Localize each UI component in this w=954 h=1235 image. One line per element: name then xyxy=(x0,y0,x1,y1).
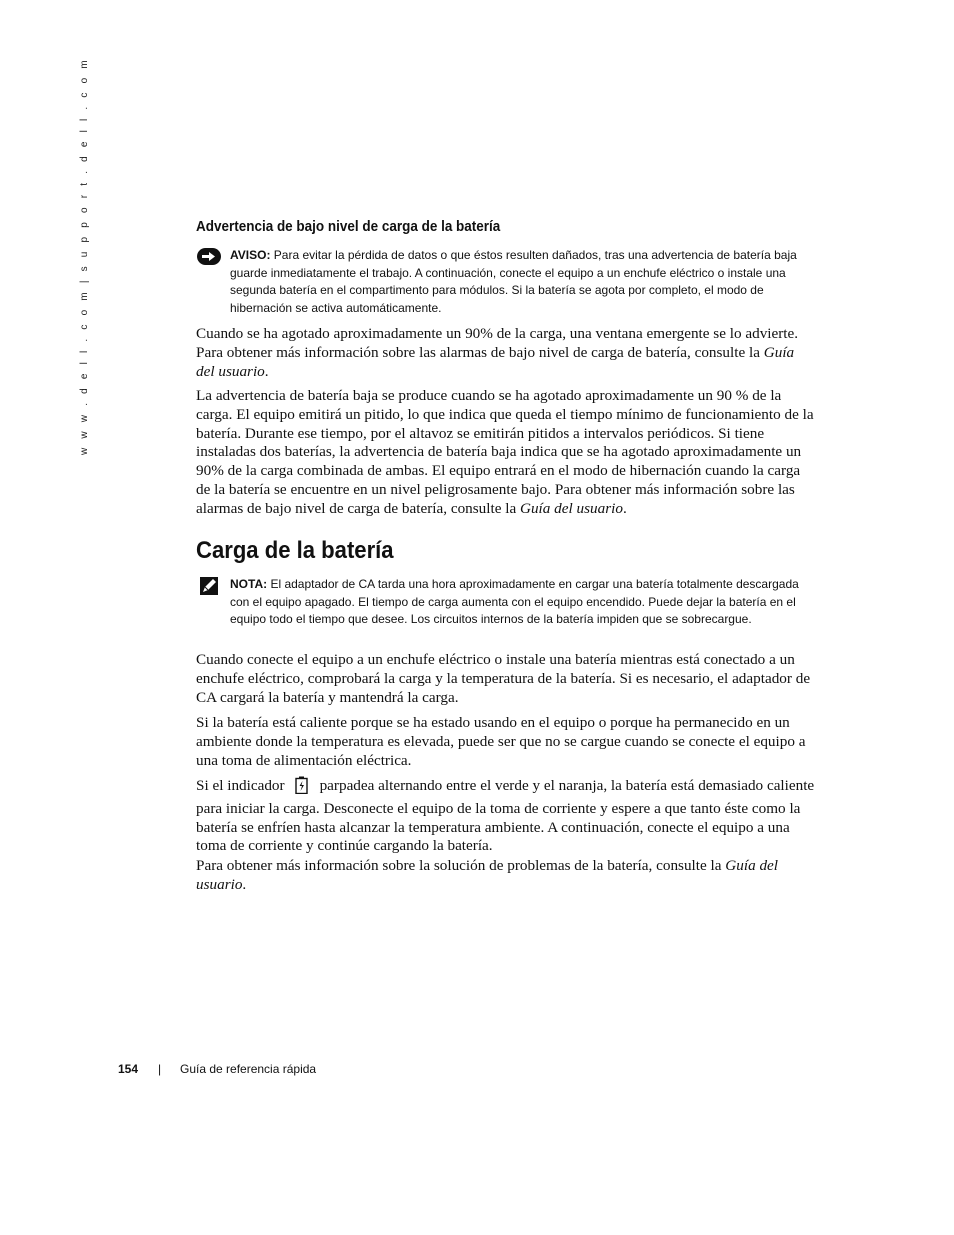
battery-charge-icon xyxy=(295,776,308,800)
section-heading-low-battery: Advertencia de bajo nivel de carga de la batería xyxy=(196,219,501,235)
footer-separator: | xyxy=(158,1062,162,1076)
notice-text xyxy=(230,247,816,317)
page-number: 154 xyxy=(118,1062,139,1076)
paragraph xyxy=(196,857,816,895)
guide-reference: Guía del usuario xyxy=(196,343,795,380)
paragraph-end: . xyxy=(622,499,627,517)
paragraph-text: Si el indicador xyxy=(196,777,285,794)
sidebar-url: w w w . d e l l . c o m | s u p p o r t . d e l l . c o m xyxy=(79,57,90,455)
notice-block xyxy=(196,247,816,317)
paragraph-text: La advertencia de batería baja se produce cuando se ha agotado aproximadamente un 90 % de la carga. El equipo emitirá un pitido, lo que indica que queda el tiempo mínimo de funcionamiento de la batería. Durante ese tiempo, por el altavoz se emitirán pitidos a intervalos periódicos. Si tiene instaladas dos baterías, la advertencia de batería baja indica que se ha agotado aproximadamente un 90% de la carga combinada de ambas. El equipo entrará en el modo de hibernación cuando la carga de la batería se encuentre en un nivel peligrosamente bajo. Para obtener más información sobre las alarmas de bajo nivel de carga de batería, consulte la xyxy=(196,387,814,517)
section-heading-battery-charge: Carga de la batería xyxy=(196,537,394,564)
paragraph-end: . xyxy=(264,362,269,380)
footer-title: Guía de referencia rápida xyxy=(180,1062,317,1076)
note-body: El adaptador de CA tarda una hora aproximadamente en cargar una batería totalmente descargada con el equipo apagado. El tiempo de carga aumenta con el equipo encendido. Puede dejar la batería en el equipo todo el tiempo que desee. Los circuitos internos de la batería impiden que se sobrecargue. xyxy=(230,577,799,626)
paragraph xyxy=(196,325,816,381)
guide-reference: Guía del usuario xyxy=(196,857,779,893)
note-label: NOTA: xyxy=(230,577,268,591)
paragraph xyxy=(196,387,816,519)
page-footer xyxy=(118,1062,317,1076)
notice-icon xyxy=(196,247,222,267)
note-text xyxy=(230,576,816,629)
paragraph-text: Cuando se ha agotado aproximadamente un 90% de la carga, una ventana emergente se lo advierte. Para obtener más información sobre las alarmas de bajo nivel de carga de batería, consulte la xyxy=(196,325,799,361)
paragraph-text: Para obtener más información sobre la solución de problemas de la batería, consulte la xyxy=(196,857,726,874)
notice-body: Para evitar la pérdida de datos o que éstos resulten dañados, tras una advertencia de batería baja guarde inmediatamente el trabajo. A continuación, conecte el equipo a un enchufe eléctrico o instale una segunda batería en el compartimento para módulos. Si la batería se agota por completo, el modo de hibernación se activa automáticamente. xyxy=(230,248,797,315)
paragraph: Si la batería está caliente porque se ha estado usando en el equipo o porque ha permanecido en un ambiente donde la temperatura es elevada, puede ser que no se cargue cuando se conecte el equipo a una toma de alimentación eléctrica. xyxy=(196,714,806,769)
paragraph-text: parpadea alternando entre el verde y el naranja, la batería está demasiado caliente para iniciar la carga. Desconecte el equipo de la toma de corriente y espere a que tanto éste como la batería se enfríen hasta alcanzar la temperatura ambiente. A continuación, conecte el equipo a una toma de corriente y continúe cargando la batería. xyxy=(196,777,815,855)
notice-label: AVISO: xyxy=(230,248,271,262)
paragraph xyxy=(196,776,816,856)
guide-reference: Guía del usuario xyxy=(520,499,623,517)
paragraph-end: . xyxy=(242,875,247,893)
note-block xyxy=(196,576,816,629)
paragraph: Cuando conecte el equipo a un enchufe eléctrico o instale una batería mientras está conectado a un enchufe eléctrico, comprobará la carga y la temperatura de la batería. Si es necesario, el adaptador de CA cargará la batería y mantendrá la carga. xyxy=(196,651,811,706)
note-icon xyxy=(199,576,219,596)
